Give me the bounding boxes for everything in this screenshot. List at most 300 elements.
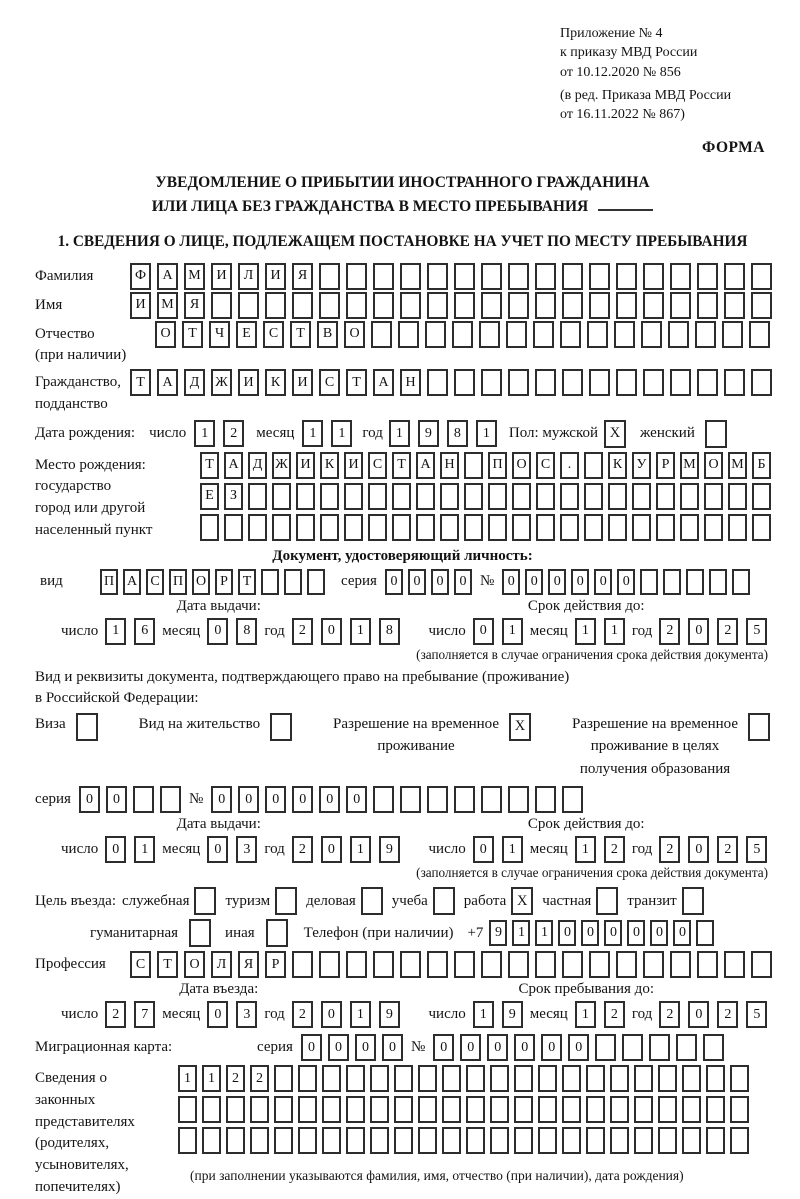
char-cell[interactable] xyxy=(490,1096,509,1123)
char-cell[interactable] xyxy=(346,951,367,978)
char-cell[interactable] xyxy=(133,786,154,813)
char-cell[interactable] xyxy=(562,369,583,396)
char-cell[interactable]: 0 xyxy=(514,1034,535,1061)
char-cell[interactable]: 8 xyxy=(379,618,400,645)
char-cell[interactable] xyxy=(670,369,691,396)
char-cell[interactable]: М xyxy=(728,452,747,479)
char-cell[interactable] xyxy=(250,1127,269,1154)
char-cell[interactable] xyxy=(454,951,475,978)
char-cell[interactable] xyxy=(454,292,475,319)
char-cell[interactable] xyxy=(452,321,473,348)
char-cell[interactable]: 1 xyxy=(105,618,126,645)
representatives-row3-input[interactable] xyxy=(178,1127,749,1154)
migration-number-input[interactable] xyxy=(433,1034,724,1061)
char-cell[interactable] xyxy=(616,292,637,319)
char-cell[interactable]: 0 xyxy=(502,569,520,595)
char-cell[interactable]: М xyxy=(680,452,699,479)
char-cell[interactable] xyxy=(608,514,627,541)
char-cell[interactable] xyxy=(656,483,675,510)
doc-issue-year-input[interactable] xyxy=(292,618,400,645)
char-cell[interactable] xyxy=(320,483,339,510)
char-cell[interactable] xyxy=(724,951,745,978)
char-cell[interactable] xyxy=(732,569,750,595)
char-cell[interactable]: 0 xyxy=(673,920,691,946)
char-cell[interactable] xyxy=(392,514,411,541)
char-cell[interactable] xyxy=(425,321,446,348)
char-cell[interactable] xyxy=(346,1096,365,1123)
char-cell[interactable] xyxy=(512,483,531,510)
char-cell[interactable] xyxy=(724,292,745,319)
char-cell[interactable] xyxy=(658,1096,677,1123)
char-cell[interactable] xyxy=(562,1127,581,1154)
entry-day-input[interactable] xyxy=(105,1001,155,1028)
char-cell[interactable]: 0 xyxy=(525,569,543,595)
birth-place-row1-input[interactable] xyxy=(200,452,771,479)
char-cell[interactable] xyxy=(371,321,392,348)
char-cell[interactable] xyxy=(614,321,635,348)
char-cell[interactable]: 0 xyxy=(321,1001,342,1028)
char-cell[interactable] xyxy=(508,951,529,978)
char-cell[interactable] xyxy=(454,369,475,396)
char-cell[interactable] xyxy=(663,569,681,595)
char-cell[interactable] xyxy=(706,1127,725,1154)
char-cell[interactable]: И xyxy=(238,369,259,396)
char-cell[interactable]: 1 xyxy=(604,618,625,645)
char-cell[interactable]: 0 xyxy=(688,618,709,645)
char-cell[interactable] xyxy=(670,951,691,978)
char-cell[interactable] xyxy=(751,292,772,319)
char-cell[interactable]: 9 xyxy=(379,836,400,863)
char-cell[interactable]: Н xyxy=(440,452,459,479)
char-cell[interactable]: И xyxy=(265,263,286,290)
char-cell[interactable]: 8 xyxy=(447,420,468,447)
female-checkbox[interactable] xyxy=(705,420,727,448)
char-cell[interactable] xyxy=(400,292,421,319)
char-cell[interactable] xyxy=(373,951,394,978)
char-cell[interactable]: Т xyxy=(346,369,367,396)
char-cell[interactable] xyxy=(538,1096,557,1123)
char-cell[interactable]: Р xyxy=(265,951,286,978)
char-cell[interactable]: 0 xyxy=(105,836,126,863)
char-cell[interactable] xyxy=(418,1096,437,1123)
char-cell[interactable] xyxy=(346,1127,365,1154)
char-cell[interactable] xyxy=(634,1127,653,1154)
char-cell[interactable] xyxy=(274,1127,293,1154)
temp-residence-checkbox[interactable]: X xyxy=(509,713,531,741)
char-cell[interactable]: О xyxy=(192,569,210,595)
residence-valid-month-input[interactable] xyxy=(575,836,625,863)
char-cell[interactable]: Ж xyxy=(211,369,232,396)
char-cell[interactable] xyxy=(535,292,556,319)
char-cell[interactable] xyxy=(178,1096,197,1123)
char-cell[interactable] xyxy=(427,951,448,978)
char-cell[interactable]: 2 xyxy=(250,1065,269,1092)
char-cell[interactable]: О xyxy=(184,951,205,978)
char-cell[interactable]: 0 xyxy=(355,1034,376,1061)
char-cell[interactable] xyxy=(682,1096,701,1123)
char-cell[interactable] xyxy=(464,483,483,510)
char-cell[interactable] xyxy=(722,321,743,348)
char-cell[interactable]: М xyxy=(157,292,178,319)
char-cell[interactable]: И xyxy=(344,452,363,479)
char-cell[interactable] xyxy=(697,951,718,978)
char-cell[interactable]: 0 xyxy=(571,569,589,595)
char-cell[interactable] xyxy=(481,951,502,978)
char-cell[interactable]: 2 xyxy=(292,836,313,863)
char-cell[interactable] xyxy=(643,292,664,319)
char-cell[interactable]: Я xyxy=(292,263,313,290)
char-cell[interactable]: И xyxy=(292,369,313,396)
char-cell[interactable]: С xyxy=(536,452,555,479)
char-cell[interactable] xyxy=(392,483,411,510)
char-cell[interactable] xyxy=(292,951,313,978)
visa-checkbox[interactable] xyxy=(76,713,98,741)
char-cell[interactable]: 7 xyxy=(134,1001,155,1028)
char-cell[interactable] xyxy=(696,920,714,946)
char-cell[interactable]: О xyxy=(155,321,176,348)
char-cell[interactable]: И xyxy=(130,292,151,319)
char-cell[interactable]: 0 xyxy=(385,569,403,595)
char-cell[interactable]: С xyxy=(146,569,164,595)
entry-month-input[interactable] xyxy=(207,1001,257,1028)
char-cell[interactable] xyxy=(643,951,664,978)
char-cell[interactable] xyxy=(676,1034,697,1061)
char-cell[interactable]: 0 xyxy=(382,1034,403,1061)
char-cell[interactable]: 5 xyxy=(746,1001,767,1028)
char-cell[interactable] xyxy=(670,292,691,319)
purpose-official-checkbox[interactable] xyxy=(194,887,216,915)
char-cell[interactable] xyxy=(344,514,363,541)
char-cell[interactable]: Я xyxy=(238,951,259,978)
char-cell[interactable] xyxy=(610,1096,629,1123)
char-cell[interactable] xyxy=(704,514,723,541)
doc-series-input[interactable] xyxy=(385,569,472,595)
char-cell[interactable]: 0 xyxy=(319,786,340,813)
char-cell[interactable] xyxy=(440,483,459,510)
representatives-row1-input[interactable] xyxy=(178,1065,749,1092)
char-cell[interactable] xyxy=(160,786,181,813)
char-cell[interactable] xyxy=(670,263,691,290)
char-cell[interactable] xyxy=(634,1065,653,1092)
char-cell[interactable]: 0 xyxy=(238,786,259,813)
char-cell[interactable]: 0 xyxy=(627,920,645,946)
char-cell[interactable]: 0 xyxy=(431,569,449,595)
char-cell[interactable]: Л xyxy=(211,951,232,978)
char-cell[interactable]: Д xyxy=(184,369,205,396)
char-cell[interactable] xyxy=(749,321,770,348)
char-cell[interactable] xyxy=(226,1096,245,1123)
doc-valid-day-input[interactable] xyxy=(473,618,523,645)
char-cell[interactable] xyxy=(616,951,637,978)
char-cell[interactable]: С xyxy=(130,951,151,978)
char-cell[interactable] xyxy=(752,514,771,541)
char-cell[interactable]: П xyxy=(169,569,187,595)
char-cell[interactable] xyxy=(632,483,651,510)
char-cell[interactable] xyxy=(298,1096,317,1123)
char-cell[interactable]: 0 xyxy=(594,569,612,595)
entry-year-input[interactable] xyxy=(292,1001,400,1028)
char-cell[interactable] xyxy=(400,263,421,290)
residence-number-input[interactable] xyxy=(211,786,583,813)
char-cell[interactable] xyxy=(226,1127,245,1154)
char-cell[interactable] xyxy=(728,483,747,510)
char-cell[interactable]: 6 xyxy=(134,618,155,645)
char-cell[interactable]: А xyxy=(157,369,178,396)
representatives-row2-input[interactable] xyxy=(178,1096,749,1123)
char-cell[interactable] xyxy=(298,1065,317,1092)
char-cell[interactable]: 8 xyxy=(236,618,257,645)
char-cell[interactable] xyxy=(686,569,704,595)
char-cell[interactable]: 1 xyxy=(389,420,410,447)
migration-series-input[interactable] xyxy=(301,1034,403,1061)
char-cell[interactable] xyxy=(248,483,267,510)
char-cell[interactable]: Л xyxy=(238,263,259,290)
char-cell[interactable] xyxy=(632,514,651,541)
char-cell[interactable] xyxy=(370,1096,389,1123)
char-cell[interactable] xyxy=(346,292,367,319)
char-cell[interactable]: 1 xyxy=(502,836,523,863)
char-cell[interactable] xyxy=(200,514,219,541)
char-cell[interactable] xyxy=(608,483,627,510)
purpose-humanitarian-checkbox[interactable] xyxy=(189,919,211,947)
char-cell[interactable]: 0 xyxy=(617,569,635,595)
char-cell[interactable] xyxy=(442,1096,461,1123)
char-cell[interactable]: 9 xyxy=(379,1001,400,1028)
char-cell[interactable]: О xyxy=(704,452,723,479)
char-cell[interactable] xyxy=(682,1065,701,1092)
phone-input[interactable] xyxy=(489,920,714,946)
char-cell[interactable] xyxy=(589,369,610,396)
temp-residence-education-checkbox[interactable] xyxy=(748,713,770,741)
purpose-business-checkbox[interactable] xyxy=(361,887,383,915)
char-cell[interactable] xyxy=(466,1065,485,1092)
char-cell[interactable] xyxy=(560,321,581,348)
char-cell[interactable]: 1 xyxy=(575,1001,596,1028)
char-cell[interactable]: 1 xyxy=(502,618,523,645)
char-cell[interactable] xyxy=(584,514,603,541)
char-cell[interactable] xyxy=(595,1034,616,1061)
char-cell[interactable]: 0 xyxy=(473,618,494,645)
char-cell[interactable] xyxy=(610,1065,629,1092)
char-cell[interactable]: Т xyxy=(182,321,203,348)
char-cell[interactable]: 3 xyxy=(236,836,257,863)
char-cell[interactable]: 0 xyxy=(321,836,342,863)
char-cell[interactable] xyxy=(442,1127,461,1154)
char-cell[interactable]: 0 xyxy=(106,786,127,813)
char-cell[interactable] xyxy=(562,786,583,813)
char-cell[interactable]: 1 xyxy=(535,920,553,946)
char-cell[interactable]: Т xyxy=(130,369,151,396)
char-cell[interactable] xyxy=(751,951,772,978)
char-cell[interactable] xyxy=(178,1127,197,1154)
birth-place-row3-input[interactable] xyxy=(200,514,771,541)
char-cell[interactable] xyxy=(587,321,608,348)
char-cell[interactable]: 2 xyxy=(604,1001,625,1028)
char-cell[interactable]: И xyxy=(296,452,315,479)
char-cell[interactable] xyxy=(248,514,267,541)
char-cell[interactable] xyxy=(658,1127,677,1154)
char-cell[interactable]: З xyxy=(224,483,243,510)
purpose-other-checkbox[interactable] xyxy=(266,919,288,947)
char-cell[interactable]: П xyxy=(100,569,118,595)
char-cell[interactable]: Т xyxy=(290,321,311,348)
char-cell[interactable] xyxy=(394,1065,413,1092)
doc-issue-day-input[interactable] xyxy=(105,618,155,645)
char-cell[interactable] xyxy=(272,483,291,510)
char-cell[interactable] xyxy=(320,514,339,541)
char-cell[interactable]: К xyxy=(265,369,286,396)
char-cell[interactable]: Т xyxy=(157,951,178,978)
char-cell[interactable] xyxy=(589,292,610,319)
char-cell[interactable] xyxy=(616,263,637,290)
residence-valid-year-input[interactable] xyxy=(659,836,767,863)
char-cell[interactable] xyxy=(680,514,699,541)
char-cell[interactable]: 2 xyxy=(717,836,738,863)
char-cell[interactable]: 0 xyxy=(581,920,599,946)
char-cell[interactable] xyxy=(427,786,448,813)
char-cell[interactable] xyxy=(697,263,718,290)
char-cell[interactable]: Т xyxy=(392,452,411,479)
char-cell[interactable] xyxy=(508,292,529,319)
char-cell[interactable]: 3 xyxy=(236,1001,257,1028)
char-cell[interactable]: Б xyxy=(752,452,771,479)
char-cell[interactable] xyxy=(536,483,555,510)
char-cell[interactable] xyxy=(562,1096,581,1123)
char-cell[interactable] xyxy=(368,483,387,510)
char-cell[interactable]: 9 xyxy=(502,1001,523,1028)
purpose-work-checkbox[interactable]: X xyxy=(511,887,533,915)
char-cell[interactable]: А xyxy=(157,263,178,290)
char-cell[interactable]: А xyxy=(224,452,243,479)
char-cell[interactable] xyxy=(261,569,279,595)
char-cell[interactable] xyxy=(682,1127,701,1154)
char-cell[interactable]: 1 xyxy=(302,420,323,447)
char-cell[interactable] xyxy=(730,1127,749,1154)
char-cell[interactable] xyxy=(427,369,448,396)
char-cell[interactable] xyxy=(481,786,502,813)
stay-month-input[interactable] xyxy=(575,1001,625,1028)
char-cell[interactable] xyxy=(658,1065,677,1092)
char-cell[interactable] xyxy=(292,292,313,319)
char-cell[interactable]: 9 xyxy=(418,420,439,447)
char-cell[interactable]: Ф xyxy=(130,263,151,290)
char-cell[interactable]: 0 xyxy=(548,569,566,595)
char-cell[interactable]: К xyxy=(608,452,627,479)
char-cell[interactable] xyxy=(373,786,394,813)
char-cell[interactable] xyxy=(634,1096,653,1123)
char-cell[interactable]: 2 xyxy=(292,1001,313,1028)
char-cell[interactable]: Т xyxy=(238,569,256,595)
char-cell[interactable] xyxy=(709,569,727,595)
char-cell[interactable]: 0 xyxy=(207,836,228,863)
char-cell[interactable] xyxy=(589,951,610,978)
char-cell[interactable] xyxy=(394,1096,413,1123)
char-cell[interactable] xyxy=(398,321,419,348)
char-cell[interactable] xyxy=(695,321,716,348)
char-cell[interactable]: У xyxy=(632,452,651,479)
purpose-private-checkbox[interactable] xyxy=(596,887,618,915)
char-cell[interactable]: 1 xyxy=(194,420,215,447)
char-cell[interactable]: 0 xyxy=(568,1034,589,1061)
residence-issue-day-input[interactable] xyxy=(105,836,155,863)
char-cell[interactable] xyxy=(296,483,315,510)
char-cell[interactable] xyxy=(416,514,435,541)
char-cell[interactable] xyxy=(562,263,583,290)
char-cell[interactable] xyxy=(586,1096,605,1123)
char-cell[interactable] xyxy=(322,1096,341,1123)
birth-day-input[interactable] xyxy=(194,420,244,447)
char-cell[interactable] xyxy=(368,514,387,541)
char-cell[interactable] xyxy=(322,1065,341,1092)
char-cell[interactable]: И xyxy=(211,263,232,290)
male-checkbox[interactable]: X xyxy=(604,420,626,448)
char-cell[interactable]: 5 xyxy=(746,618,767,645)
char-cell[interactable] xyxy=(751,369,772,396)
char-cell[interactable]: 2 xyxy=(659,618,680,645)
stay-year-input[interactable] xyxy=(659,1001,767,1028)
char-cell[interactable]: Ж xyxy=(272,452,291,479)
char-cell[interactable] xyxy=(535,951,556,978)
char-cell[interactable]: Р xyxy=(215,569,233,595)
char-cell[interactable] xyxy=(319,263,340,290)
char-cell[interactable] xyxy=(427,292,448,319)
char-cell[interactable] xyxy=(616,369,637,396)
char-cell[interactable] xyxy=(490,1127,509,1154)
char-cell[interactable]: А xyxy=(373,369,394,396)
char-cell[interactable] xyxy=(706,1096,725,1123)
firstname-input[interactable] xyxy=(130,292,772,319)
char-cell[interactable] xyxy=(274,1096,293,1123)
char-cell[interactable]: С xyxy=(263,321,284,348)
char-cell[interactable] xyxy=(560,514,579,541)
char-cell[interactable] xyxy=(418,1065,437,1092)
char-cell[interactable] xyxy=(394,1127,413,1154)
char-cell[interactable] xyxy=(584,452,603,479)
char-cell[interactable] xyxy=(506,321,527,348)
char-cell[interactable]: 0 xyxy=(321,618,342,645)
char-cell[interactable] xyxy=(296,514,315,541)
char-cell[interactable] xyxy=(224,514,243,541)
char-cell[interactable]: 0 xyxy=(541,1034,562,1061)
char-cell[interactable]: 0 xyxy=(604,920,622,946)
birth-year-input[interactable] xyxy=(389,420,497,447)
char-cell[interactable] xyxy=(586,1065,605,1092)
char-cell[interactable] xyxy=(536,514,555,541)
char-cell[interactable] xyxy=(586,1127,605,1154)
char-cell[interactable] xyxy=(730,1096,749,1123)
char-cell[interactable] xyxy=(706,1065,725,1092)
char-cell[interactable] xyxy=(418,1127,437,1154)
char-cell[interactable] xyxy=(508,786,529,813)
char-cell[interactable]: 0 xyxy=(688,836,709,863)
char-cell[interactable]: А xyxy=(416,452,435,479)
char-cell[interactable] xyxy=(562,1065,581,1092)
char-cell[interactable] xyxy=(538,1065,557,1092)
char-cell[interactable] xyxy=(584,483,603,510)
char-cell[interactable] xyxy=(481,292,502,319)
char-cell[interactable]: 0 xyxy=(346,786,367,813)
char-cell[interactable] xyxy=(440,514,459,541)
char-cell[interactable] xyxy=(346,1065,365,1092)
char-cell[interactable]: Ч xyxy=(209,321,230,348)
purpose-transit-checkbox[interactable] xyxy=(682,887,704,915)
char-cell[interactable] xyxy=(370,1065,389,1092)
char-cell[interactable]: 0 xyxy=(328,1034,349,1061)
char-cell[interactable] xyxy=(562,292,583,319)
char-cell[interactable] xyxy=(560,483,579,510)
char-cell[interactable]: С xyxy=(368,452,387,479)
char-cell[interactable]: 1 xyxy=(350,1001,371,1028)
